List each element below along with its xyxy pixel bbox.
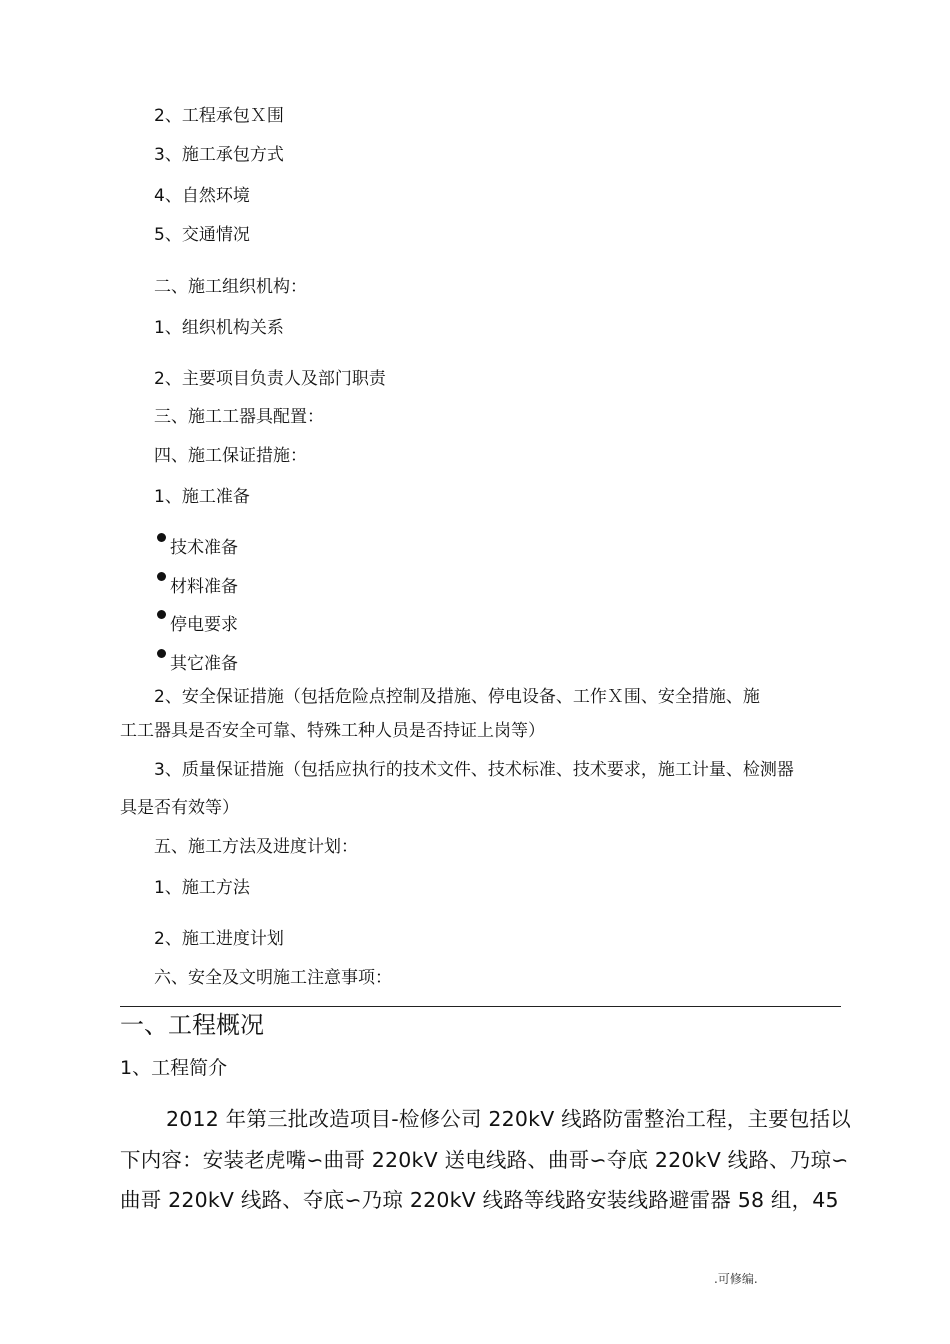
- footer-note: .可修编.: [714, 1272, 758, 1286]
- bullet-item: 停电要求: [170, 615, 238, 635]
- toc-item: 2、施工进度计划: [154, 929, 284, 949]
- toc-item-safety-line-2: 工工器具是否安全可靠、特殊工种人员是否持证上岗等）: [120, 721, 545, 741]
- paragraph-line: 2012 年第三批改造项目-检修公司 220kV 线路防雷整治工程，主要包括以: [166, 1107, 851, 1131]
- bullet-item: 技术准备: [170, 538, 238, 558]
- section-divider: [120, 1006, 841, 1007]
- toc-item: 3、施工承包方式: [154, 145, 284, 165]
- toc-item: 1、施工方法: [154, 878, 250, 898]
- bullet-item: 材料准备: [170, 577, 238, 597]
- paragraph-line: 下内容：安装老虎嘴∽曲哥 220kV 送电线路、曲哥∽夺底 220kV 线路、乃琼∽: [120, 1148, 849, 1172]
- bullet-dot-icon: [157, 533, 166, 542]
- toc-item: 三、施工工器具配置：: [154, 407, 324, 427]
- bullet-dot-icon: [157, 649, 166, 658]
- toc-item: 1、组织机构关系: [154, 318, 284, 338]
- section-subheading: 1、工程简介: [120, 1057, 228, 1079]
- toc-item: 二、施工组织机构：: [154, 277, 307, 297]
- paragraph-line: 曲哥 220kV 线路、夺底∽乃琼 220kV 线路等线路安装线路避雷器 58 组，45: [120, 1188, 839, 1212]
- toc-item-quality-line-2: 具是否有效等）: [120, 798, 239, 818]
- bullet-item: 其它准备: [170, 654, 238, 674]
- bullet-dot-icon: [157, 572, 166, 581]
- toc-item: 1、施工准备: [154, 487, 250, 507]
- toc-item: 2、工程承包Ｘ围: [154, 106, 284, 126]
- bullet-dot-icon: [157, 610, 166, 619]
- toc-item: 六、安全及文明施工注意事项：: [154, 968, 392, 988]
- toc-item-quality-line-1: 3、质量保证措施（包括应执行的技术文件、技术标准、技术要求，施工计量、检测器: [154, 760, 794, 780]
- toc-item: 4、自然环境: [154, 186, 250, 206]
- toc-item: 5、交通情况: [154, 225, 250, 245]
- toc-item: 四、施工保证措施：: [154, 446, 307, 466]
- toc-item: 2、主要项目负责人及部门职责: [154, 369, 386, 389]
- toc-item: 五、施工方法及进度计划：: [154, 837, 358, 857]
- section-heading: 一、工程概况: [120, 1011, 264, 1039]
- toc-item-safety-line-1: 2、安全保证措施（包括危险点控制及措施、停电设备、工作Ｘ围、安全措施、施: [154, 687, 760, 707]
